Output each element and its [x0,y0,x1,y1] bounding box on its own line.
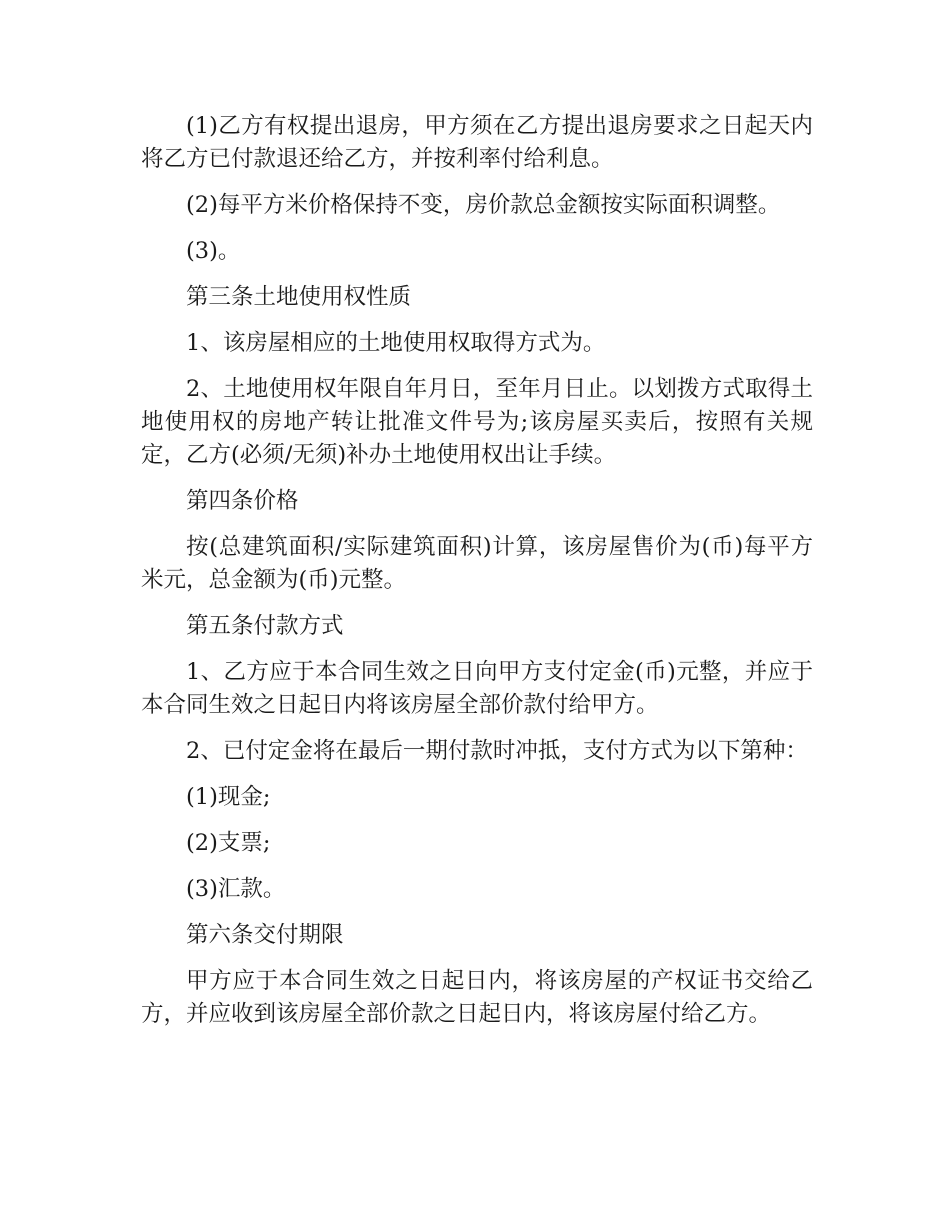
clause-refund-right: (1)乙方有权提出退房，甲方须在乙方提出退房要求之日起天内将乙方已付款退还给乙方，并按利率付给利息。 [141,113,813,172]
clause-land-acquisition: 1、该房屋相应的土地使用权取得方式为。 [186,330,606,356]
clause-price: 按(总建筑面积/实际建筑面积)计算，该房屋售价为(币)每平方米元，总金额为(币)元整。 [141,534,813,593]
clause-deposit: 1、乙方应于本合同生效之日向甲方支付定金(币)元整，并应于本合同生效之日起日内将该房屋全部价款付给甲方。 [141,659,813,718]
payment-option-transfer: (3)汇款。 [186,876,286,902]
section-heading-article-6: 第六条交付期限 [186,922,344,948]
payment-option-check: (2)支票; [186,830,271,856]
clause-delivery: 甲方应于本合同生效之日起日内，将该房屋的产权证书交给乙方，并应收到该房屋全部价款之日起日内，将该房屋付给乙方。 [141,968,813,1027]
section-heading-article-5: 第五条付款方式 [186,613,344,639]
section-heading-article-3: 第三条土地使用权性质 [186,284,412,310]
clause-land-term: 2、土地使用权年限自年月日，至年月日止。以划拨方式取得土地使用权的房地产转让批准文件号为;该房屋买卖后，按照有关规定，乙方(必须/无须)补办土地使用权出让手续。 [141,376,813,468]
clause-payment-method: 2、已付定金将在最后一期付款时冲抵，支付方式为以下第种： [186,738,808,764]
section-heading-article-4: 第四条价格 [186,488,299,514]
clause-item-3: (3)。 [186,238,241,264]
document-body [141,110,813,1044]
payment-option-cash: (1)现金; [186,784,271,810]
clause-price-unchanged: (2)每平方米价格保持不变，房价款总金额按实际面积调整。 [186,192,781,218]
